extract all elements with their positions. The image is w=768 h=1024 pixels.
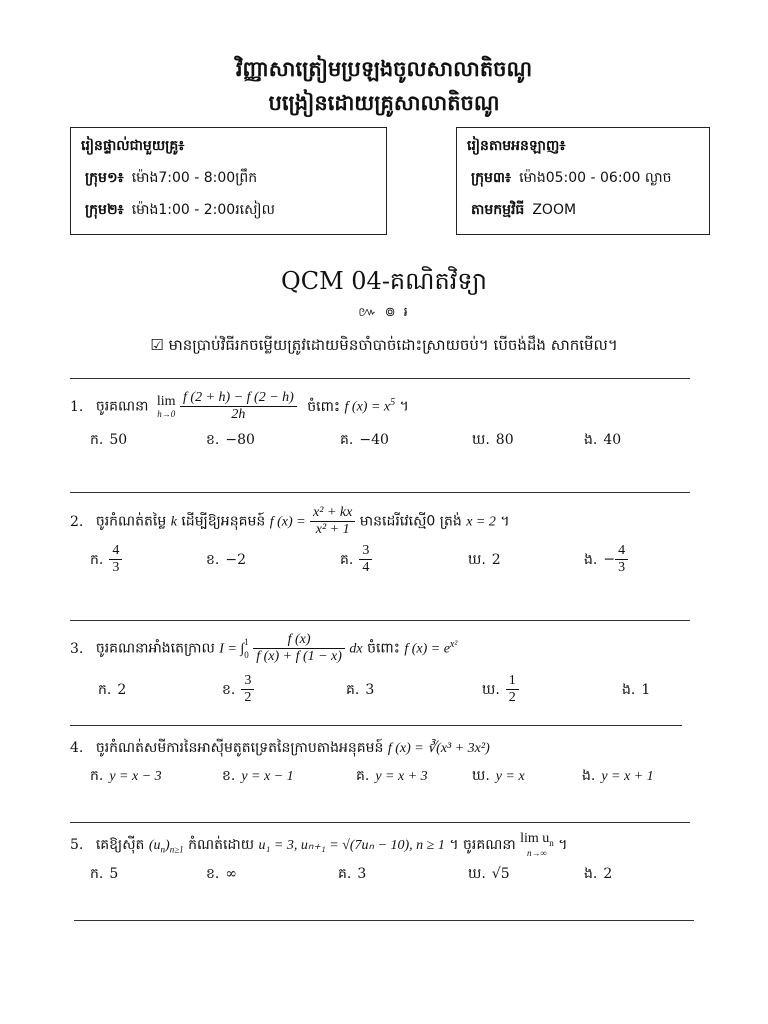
option-label: ង.	[584, 432, 598, 448]
fraction-denominator: x² + 1	[315, 522, 350, 538]
fraction-numerator: 3	[359, 543, 372, 560]
option-value: 40	[603, 432, 622, 448]
option-label: ក.	[90, 866, 104, 882]
function-expression: f (x) = e	[404, 641, 450, 657]
function-expression: f (x) = x	[344, 399, 391, 415]
option-value: y = x − 3	[109, 769, 162, 784]
zoom-row	[471, 200, 576, 221]
option-label: ខ.	[222, 768, 236, 784]
option-fraction	[359, 543, 372, 576]
fraction	[253, 632, 345, 665]
divider	[70, 378, 690, 379]
fraction-numerator: f (2 + h) − f (2 − h)	[180, 390, 297, 407]
group-3-time: ម៉ោង05:00 - 06:00 ល្ងាច	[519, 170, 672, 186]
option-label: ង.	[584, 551, 598, 568]
question-text-mid: ដើម្បីឱ្យអនុគមន៍	[181, 513, 266, 530]
limit-subscript: n→∞	[526, 847, 547, 858]
q3-option-c[interactable]	[346, 680, 374, 701]
question-text-after: មានដេរីវេស្មើ0 ត្រង់	[359, 513, 462, 530]
online-schedule-box	[456, 127, 710, 235]
option-value: √5	[491, 866, 510, 882]
option-value: y = x + 3	[375, 769, 428, 784]
limit-operator	[157, 395, 176, 419]
q1-option-b[interactable]	[206, 430, 255, 451]
option-label: ខ.	[206, 866, 220, 882]
group-2-row	[85, 200, 275, 221]
fraction-numerator: 4	[615, 543, 628, 560]
divider	[70, 492, 690, 493]
option-value: y = x − 1	[241, 769, 294, 784]
question-end: ។	[558, 836, 568, 853]
option-fraction	[109, 543, 122, 576]
function-expression: f (x) = ∛(x³ + 3x²)	[387, 741, 490, 756]
option-label: ក.	[90, 551, 104, 568]
sequence-definition: u₁ = 3, uₙ₊₁ = √(7uₙ − 10), n ≥ 1	[258, 837, 445, 853]
q2-option-b[interactable]	[206, 550, 246, 571]
group-1-row	[85, 168, 257, 189]
option-label: ខ.	[206, 552, 220, 568]
group-2-time: ម៉ោង1:00 - 2:00រសៀល	[131, 202, 275, 218]
question-number: 1.	[70, 398, 84, 415]
q1-option-d[interactable]	[472, 430, 514, 451]
q1-option-e[interactable]	[584, 430, 621, 451]
group-2-label: ក្រុម២៖	[85, 202, 124, 218]
question-text-after: ចំពោះ	[307, 398, 341, 415]
question-text: ចូរគណនា	[95, 398, 149, 415]
limit-variable-subscript: n	[549, 837, 554, 848]
fraction-denominator: 4	[362, 560, 370, 576]
option-label: ង.	[622, 682, 636, 698]
option-value: 1	[641, 682, 651, 698]
divider	[70, 725, 682, 726]
q1-option-a[interactable]	[90, 430, 127, 451]
integral-lower-bound: 0	[244, 649, 249, 660]
option-label: ក.	[98, 682, 112, 698]
fraction-numerator: f (x)	[253, 632, 345, 649]
option-label: ឃ.	[468, 552, 486, 568]
q5-option-b[interactable]	[206, 864, 237, 885]
divider	[70, 620, 690, 621]
divider	[70, 822, 690, 823]
option-value: 2	[603, 866, 613, 882]
option-label: ឃ.	[468, 866, 486, 882]
limit-subscript: h→0	[157, 408, 176, 419]
question-number: 5.	[70, 836, 84, 853]
question-text-after: ។ ចូរគណនា	[449, 836, 516, 853]
q2-option-e[interactable]	[584, 543, 628, 576]
fraction-denominator: 2	[508, 690, 516, 706]
q4-option-a[interactable]	[90, 766, 162, 787]
q5-option-d[interactable]	[468, 864, 510, 885]
q5-option-e[interactable]	[584, 864, 612, 885]
limit-expression	[520, 832, 554, 848]
option-fraction	[241, 673, 254, 706]
option-label: ង.	[582, 768, 596, 784]
option-label: ក.	[90, 432, 104, 448]
sequence-index-range: n≥1	[169, 844, 184, 855]
question-5	[70, 832, 567, 858]
option-label: គ.	[338, 866, 352, 882]
fraction-numerator: 3	[241, 673, 254, 690]
option-label: គ.	[346, 682, 360, 698]
q3-option-d[interactable]	[482, 673, 519, 706]
option-value: 2	[117, 682, 127, 698]
function-exponent: 5	[390, 396, 396, 408]
in-person-title: រៀនផ្ទាល់ជាមួយគ្រូ៖	[81, 138, 185, 154]
in-person-schedule-box	[70, 127, 387, 235]
option-value: 3	[357, 866, 367, 882]
integral-symbol: I = ∫	[219, 641, 245, 657]
q3-option-e[interactable]	[622, 680, 650, 701]
question-number: 2.	[70, 513, 84, 530]
variable-k: k	[170, 514, 177, 530]
integral-bounds	[244, 636, 249, 661]
question-4	[70, 738, 490, 759]
group-1-time: ម៉ោង7:00 - 8:00ព្រឹក	[131, 170, 258, 186]
q2-option-a[interactable]	[90, 543, 122, 576]
group-3-row	[471, 168, 671, 189]
online-title: រៀនតាមអនឡាញ៖	[467, 138, 566, 154]
option-fraction	[506, 673, 519, 706]
option-label: គ.	[356, 768, 370, 784]
option-value: 2	[491, 552, 501, 568]
q4-option-c[interactable]	[356, 766, 428, 787]
fraction-denominator: 3	[618, 560, 626, 576]
q4-option-d[interactable]	[472, 766, 525, 787]
q5-option-a[interactable]	[90, 864, 118, 885]
question-number: 3.	[70, 640, 84, 657]
ornament-divider: ៚ ៙ ៛	[358, 305, 410, 320]
fraction-denominator: 2	[244, 690, 252, 706]
option-value: y = x	[495, 769, 525, 784]
fraction-denominator: 3	[112, 560, 120, 576]
option-fraction	[615, 543, 628, 576]
sequence-open: (u	[148, 837, 161, 853]
option-label: ខ.	[222, 681, 236, 698]
group-3-label: ក្រុម៣៖	[471, 170, 512, 186]
instruction-line	[0, 336, 768, 358]
integral-upper-bound: 1	[244, 637, 249, 647]
function-lhs: f (x) =	[269, 514, 306, 530]
q5-option-c[interactable]	[338, 864, 366, 885]
question-end: ។	[399, 398, 409, 415]
option-label: ខ.	[206, 432, 220, 448]
option-value: ∞	[225, 866, 238, 882]
function-exponent: x²	[449, 638, 458, 650]
option-value: 3	[365, 682, 375, 698]
option-label: ឃ.	[472, 768, 490, 784]
question-number: 4.	[70, 740, 84, 756]
sequence-close: )	[165, 837, 170, 853]
q1-option-c[interactable]	[340, 430, 389, 451]
fraction-denominator: f (x) + f (1 − x)	[256, 649, 342, 665]
option-label: ឃ.	[482, 681, 500, 698]
school-title-line-2: បង្រៀនដោយគ្រូសាលាតិចណូ	[268, 91, 500, 115]
question-text: ចូរកំណត់សមីការនៃអាស៊ីមតូតទ្រេតនៃក្រាបតាងអនុគមន៍	[95, 740, 384, 756]
fraction	[180, 390, 297, 423]
question-text-after: ចំពោះ	[367, 640, 400, 657]
question-text: ចូរគណនាអាំងតេក្រាល	[95, 640, 215, 657]
option-value: 50	[109, 432, 128, 448]
fraction-denominator: 2h	[231, 407, 246, 423]
checkbox-icon: ☑	[150, 336, 164, 354]
option-label: ឃ.	[472, 432, 490, 448]
question-2	[70, 505, 510, 538]
q3-option-b[interactable]	[222, 673, 254, 706]
divider	[74, 920, 694, 921]
instruction-text: មានប្រាប់វិធីរកចម្លើយត្រូវដោយមិនចាំបាច់ដោះស្រាយចប់។ បើចង់ដឹង សាកមើល។	[168, 336, 618, 354]
limit-label: lim u	[520, 831, 550, 846]
option-label: ង.	[584, 866, 598, 882]
differential: dx	[349, 641, 363, 657]
quiz-title: QCM 04-គណិតវិទ្យា	[281, 267, 487, 295]
option-value: −2	[225, 552, 246, 568]
limit-label: lim	[156, 393, 176, 409]
question-text: ចូរកំណត់តម្លៃ	[95, 513, 167, 530]
q4-option-e[interactable]	[582, 766, 654, 787]
group-1-label: ក្រុម១៖	[85, 170, 124, 186]
fraction	[310, 505, 355, 538]
fraction-numerator: 1	[506, 673, 519, 690]
fraction-numerator: x² + kx	[310, 505, 355, 522]
question-1	[70, 390, 409, 423]
limit-operator	[520, 832, 554, 858]
option-value: 5	[109, 866, 119, 882]
question-text: គេឱ្យស៊ីត	[95, 836, 145, 853]
q4-option-b[interactable]	[222, 766, 294, 787]
point-expression: x = 2	[466, 514, 496, 530]
option-value: −80	[225, 432, 255, 448]
school-title-line-1: វិញ្ញាសាត្រៀមប្រឡងចូលសាលាតិចណូ	[235, 57, 533, 81]
option-sign: −	[603, 551, 616, 568]
q2-option-c[interactable]	[340, 543, 372, 576]
option-value: 80	[495, 432, 514, 448]
zoom-value: ZOOM	[532, 202, 577, 218]
option-label: ក.	[90, 768, 104, 784]
q3-option-a[interactable]	[98, 680, 126, 701]
question-end: ។	[500, 513, 510, 530]
question-3	[70, 632, 457, 665]
option-label: គ.	[340, 432, 354, 448]
question-text-mid: កំណត់ដោយ	[188, 836, 255, 853]
option-value: y = x + 1	[601, 769, 654, 784]
q2-option-d[interactable]	[468, 550, 501, 571]
fraction-numerator: 4	[109, 543, 122, 560]
zoom-label: តាមកម្មវិធី	[471, 202, 525, 218]
option-value: −40	[359, 432, 389, 448]
sequence-subscript: n	[160, 844, 166, 855]
option-label: គ.	[340, 551, 354, 568]
